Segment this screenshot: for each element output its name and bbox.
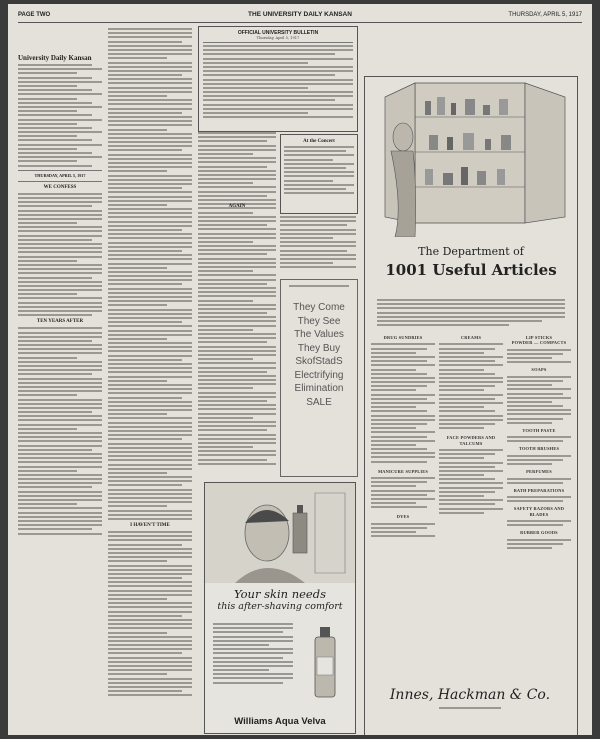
category-heading: TOOTH BRUSHES [518,446,560,452]
category-heading: CREAMS [460,335,482,340]
sale-line: They Buy [297,342,341,354]
editorial-body-2 [18,327,102,534]
cabinet-illustration [365,77,575,237]
sale-line: They See [297,315,341,327]
masthead [18,10,582,23]
news-column-4 [280,216,356,276]
editorial-column [18,28,102,728]
sale-line: The Values [294,329,344,340]
aqua-velva-ad [204,482,356,734]
sale-line: Elimination [294,383,344,394]
category-heading: DRUG SUNDRIES [383,335,423,340]
news-column-3 [198,132,276,477]
department-store-ad [364,76,578,735]
dept-title-line-1: The Department of [418,245,524,258]
date-line: THURSDAY, APRIL 5, 1917 [34,172,86,178]
velva-headline: Your skin needs [234,587,326,601]
category-column-1 [371,335,435,540]
sale-line: SALE [306,396,332,408]
staff-box [18,64,102,167]
category-heading: TOOTH PASTE [522,427,556,433]
category-column-2 [439,335,503,516]
concert-box [280,134,358,214]
sale-line: SkofStadS [295,356,343,367]
category-heading: MANICURE SUPPLIES [377,468,429,474]
editorial-body-3 [108,28,192,520]
bulletin-title: OFFICIAL UNIVERSITY BULLETIN [237,30,319,36]
editorial-body-1 [18,193,102,316]
shaving-man-illustration [205,483,355,583]
category-heading: SOAPS [531,367,547,373]
category-heading: FACE POWDERS AND TALCUMS [446,435,496,446]
category-heading: RUBBER GOODS [520,530,558,536]
editorial-heading-i-havent-time: I HAVEN'T TIME [130,522,170,528]
velva-subheadline: this after-shaving comfort [217,601,343,612]
category-heading: LIP STICKS [525,335,553,340]
dept-title-line-2: 1001 Useful Articles [385,261,557,279]
category-heading: PERFUMES [526,469,552,475]
issue-date: THURSDAY, APRIL 5, 1917 [508,12,582,18]
editorial-heading-we-confess: WE CONFESS [43,184,77,190]
sale-line: Electrifying [294,369,344,381]
editorial-column-2 [108,28,192,732]
sale-ad-box [280,279,358,477]
nameplate: University Daily Kansan [18,54,92,62]
official-bulletin [198,26,358,132]
again-heading: AGAIN [228,204,246,209]
editorial-heading-ten-years: TEN YEARS AFTER [36,319,84,325]
category-heading: DYES [396,514,410,520]
category-column-3 [507,335,571,551]
aqua-velva-bottle-icon [305,623,345,703]
page-label: PAGE TWO [18,12,51,18]
category-heading: SAFETY RAZORS AND BLADES [513,506,565,517]
category-heading: BATH PREPARATIONS [513,487,565,493]
newspaper-page [8,4,592,735]
dept-intro-text [377,299,565,328]
sale-line: They Come [293,302,345,313]
store-signature: Innes, Hackman & Co. [389,687,551,703]
bulletin-date: Thursday, April 5, 1917 [256,36,300,40]
paper-name: THE UNIVERSITY DAILY KANSAN [248,11,352,18]
category-heading: POWDER — COMPACTS [511,340,567,346]
concert-title: At the Concert [303,139,335,144]
velva-brand: Williams Aqua Velva [234,716,326,727]
